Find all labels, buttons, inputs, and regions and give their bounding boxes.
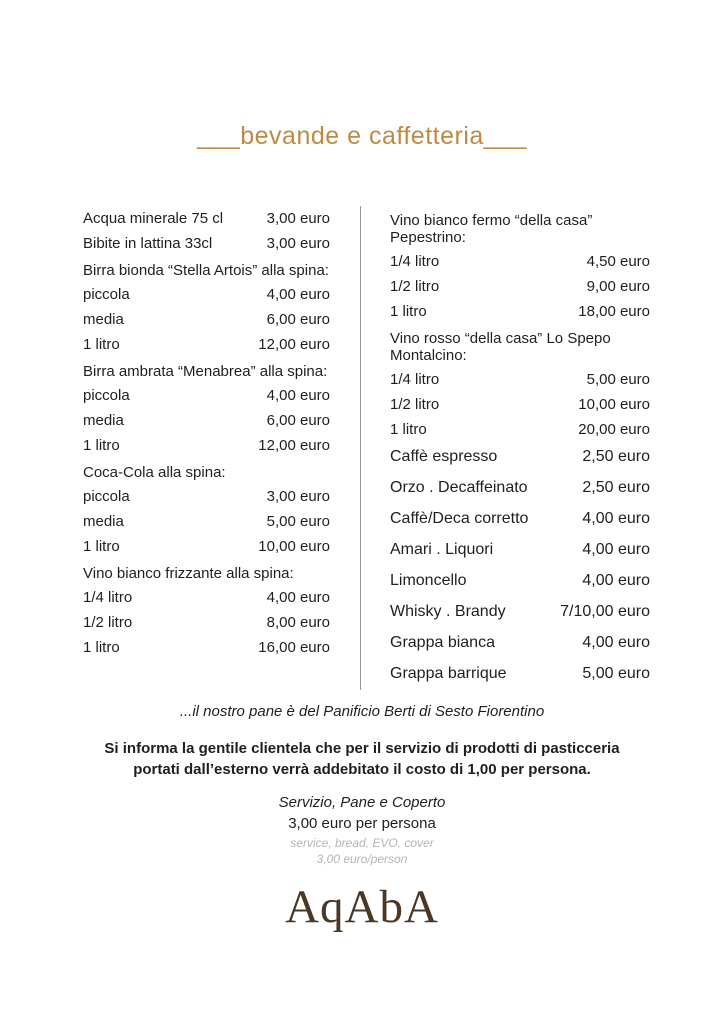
restaurant-logo: AqAbA <box>285 881 439 933</box>
menu-item-label: Coca-Cola alla spina: <box>83 464 226 481</box>
menu-item-label: 1 litro <box>390 303 427 320</box>
menu-item-price: 18,00 euro <box>578 303 650 320</box>
menu-item-label: Caffè espresso <box>390 448 498 465</box>
menu-item-price: 5,00 euro <box>582 665 650 682</box>
service-title-en: service, bread, EVO, cover <box>290 836 434 850</box>
menu-item-row <box>390 597 650 628</box>
menu-item-price: 4,00 euro <box>582 634 650 651</box>
menu-item-price: 4,00 euro <box>582 510 650 527</box>
menu-item-price: 10,00 euro <box>258 538 330 555</box>
menu-item-row <box>390 504 650 535</box>
menu-item-label: 1 litro <box>83 639 120 656</box>
menu-item-price: 4,00 euro <box>266 286 330 303</box>
menu-item-label: 1/2 litro <box>390 278 440 295</box>
menu-item-label: Caffè/Deca corretto <box>390 510 529 527</box>
menu-item-price: 4,00 euro <box>266 589 330 606</box>
menu-item-row <box>83 332 330 357</box>
menu-item-label: media <box>83 513 124 530</box>
menu-item-price: 4,00 euro <box>582 572 650 589</box>
menu-item-row <box>390 628 650 659</box>
menu-item-label: Birra bionda “Stella Artois” alla spina: <box>83 262 329 279</box>
menu-item-label: Grappa bianca <box>390 634 495 651</box>
menu-item-label: Vino rosso “della casa” Lo Spepo Montalcino: <box>390 330 611 364</box>
menu-item-label: 1 litro <box>83 437 120 454</box>
menu-item-label: Vino bianco frizzante alla spina: <box>83 565 294 582</box>
menu-item-row <box>83 635 330 660</box>
menu-item-row <box>83 231 330 256</box>
menu-item-label: Limoncello <box>390 572 467 589</box>
menu-item-row <box>83 585 330 610</box>
menu-section-header <box>390 324 650 367</box>
menu-section-header <box>83 559 330 585</box>
menu-item-row <box>83 206 330 231</box>
menu-item-label: 1/4 litro <box>83 589 133 606</box>
menu-item-price: 7/10,00 euro <box>560 603 650 620</box>
menu-item-label: 1/4 litro <box>390 253 440 270</box>
menu-item-row <box>390 417 650 442</box>
menu-item-row <box>390 392 650 417</box>
menu-item-price: 3,00 euro <box>266 488 330 505</box>
menu-item-label: Vino bianco fermo “della casa” Pepestrino: <box>390 212 593 246</box>
menu-item-price: 6,00 euro <box>266 412 330 429</box>
menu-item-label: media <box>83 412 124 429</box>
menu-item-label: 1/2 litro <box>83 614 133 631</box>
menu-item-label: 1/2 litro <box>390 396 440 413</box>
service-block <box>0 794 724 867</box>
menu-item-label: piccola <box>83 286 130 303</box>
menu-item-row <box>390 274 650 299</box>
menu-item-price: 4,00 euro <box>582 541 650 558</box>
menu-item-price: 10,00 euro <box>578 396 650 413</box>
menu-section-header <box>83 256 330 282</box>
menu-item-row <box>83 509 330 534</box>
page-title: ___bevande e caffetteria___ <box>197 122 527 150</box>
menu-item-price: 4,00 euro <box>266 387 330 404</box>
menu-item-price: 12,00 euro <box>258 336 330 353</box>
menu-item-label: media <box>83 311 124 328</box>
menu-item-row <box>83 408 330 433</box>
menu-columns <box>83 206 650 690</box>
menu-item-row <box>390 566 650 597</box>
menu-item-row <box>83 383 330 408</box>
menu-item-price: 12,00 euro <box>258 437 330 454</box>
menu-item-label: 1 litro <box>83 336 120 353</box>
menu-item-price: 5,00 euro <box>586 371 650 388</box>
bread-note: ...il nostro pane è del Panificio Berti di Sesto Fiorentino <box>179 703 545 720</box>
menu-item-label: Acqua minerale 75 cl <box>83 210 224 227</box>
menu-item-label: piccola <box>83 488 130 505</box>
menu-item-label: 1/4 litro <box>390 371 440 388</box>
menu-item-price: 2,50 euro <box>582 448 650 465</box>
menu-item-label: Grappa barrique <box>390 665 507 682</box>
menu-item-row <box>83 534 330 559</box>
menu-item-row <box>390 535 650 566</box>
menu-item-row <box>390 473 650 504</box>
menu-section-header <box>390 206 650 249</box>
service-price-en: 3,00 euro/person <box>316 852 408 866</box>
menu-item-price: 9,00 euro <box>586 278 650 295</box>
menu-item-row <box>83 282 330 307</box>
menu-column-right <box>390 206 650 690</box>
menu-item-label: 1 litro <box>390 421 427 438</box>
pastry-notice: Si informa la gentile clientela che per il servizio di prodotti di pasticceria portati dall’esterno verrà addebitato il costo di 1,00 per persona. <box>104 740 620 778</box>
menu-section-header <box>83 458 330 484</box>
menu-item-row <box>390 367 650 392</box>
menu-item-row <box>83 484 330 509</box>
menu-item-label: piccola <box>83 387 130 404</box>
menu-item-label: Bibite in lattina 33cl <box>83 235 213 252</box>
menu-item-label: Whisky . Brandy <box>390 603 506 620</box>
menu-item-price: 3,00 euro <box>266 235 330 252</box>
menu-item-label: Birra ambrata “Menabrea” alla spina: <box>83 363 328 380</box>
service-title: Servizio, Pane e Coperto <box>278 794 446 811</box>
menu-item-price: 20,00 euro <box>578 421 650 438</box>
menu-item-price: 8,00 euro <box>266 614 330 631</box>
menu-item-row <box>83 307 330 332</box>
menu-item-price: 3,00 euro <box>266 210 330 227</box>
menu-item-row <box>390 442 650 473</box>
menu-item-label: Amari . Liquori <box>390 541 494 558</box>
menu-item-row <box>390 659 650 690</box>
menu-item-row <box>390 299 650 324</box>
menu-item-label: Orzo . Decaffeinato <box>390 479 528 496</box>
menu-section-header <box>83 357 330 383</box>
menu-item-row <box>390 249 650 274</box>
menu-item-row <box>83 610 330 635</box>
service-price: 3,00 euro per persona <box>288 815 436 832</box>
menu-item-price: 6,00 euro <box>266 311 330 328</box>
menu-item-label: 1 litro <box>83 538 120 555</box>
column-divider <box>360 206 361 690</box>
menu-column-left <box>83 206 330 690</box>
menu-item-price: 16,00 euro <box>258 639 330 656</box>
menu-item-price: 5,00 euro <box>266 513 330 530</box>
menu-item-price: 2,50 euro <box>582 479 650 496</box>
menu-item-price: 4,50 euro <box>586 253 650 270</box>
menu-item-row <box>83 433 330 458</box>
